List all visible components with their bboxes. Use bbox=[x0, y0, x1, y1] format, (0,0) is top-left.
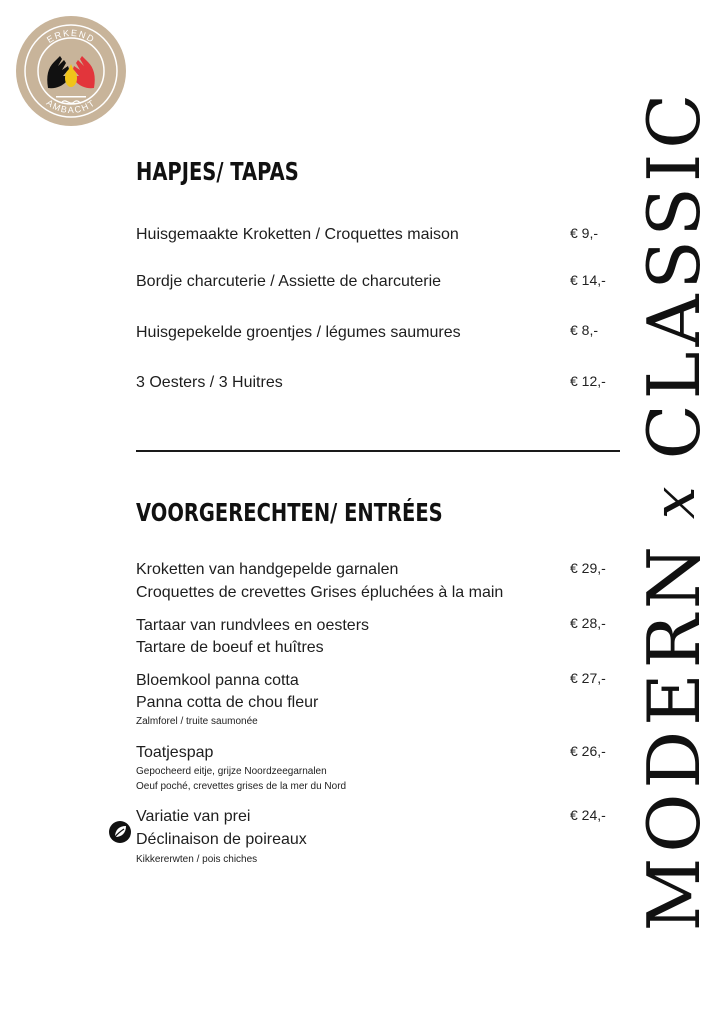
price-charcuterie: € 14,- bbox=[570, 272, 606, 288]
menu-item-tartaar-nl: Tartaar van rundvlees en oesters bbox=[136, 617, 370, 634]
menu-item-prei-fr: Déclinaison de poireaux bbox=[136, 831, 307, 848]
price-prei: € 24,- bbox=[570, 807, 606, 823]
side-title-classic: CLASSIC bbox=[632, 88, 716, 460]
menu-item-pannacotta-fr: Panna cotta de chou fleur bbox=[136, 694, 319, 711]
price-groentjes: € 8,- bbox=[570, 322, 599, 338]
menu-item-kroketten: Huisgemaakte Kroketten / Croquettes maison bbox=[136, 226, 459, 243]
menu-item-toatjespap: Toatjespap bbox=[136, 744, 214, 761]
menu-item-prei-sub: Kikkererwten / pois chiches bbox=[136, 854, 258, 865]
menu-item-tartaar-fr: Tartare de boeuf et huîtres bbox=[136, 639, 324, 656]
side-title-x: x bbox=[640, 481, 708, 520]
badge-bottom-text: AMBACHT bbox=[44, 97, 98, 116]
side-title bbox=[624, 16, 724, 1004]
menu-item-oesters: 3 Oesters / 3 Huitres bbox=[136, 374, 283, 391]
section-divider bbox=[136, 450, 620, 452]
menu-item-garnalen-fr: Croquettes de crevettes Grises épluchées à la main bbox=[136, 584, 504, 601]
menu-item-groentjes: Huisgepekelde groentjes / légumes saumures bbox=[136, 324, 461, 341]
menu-item-toatjespap-sub-fr: Oeuf poché, crevettes grises de la mer du Nord bbox=[136, 781, 347, 792]
price-tartaar: € 28,- bbox=[570, 615, 606, 631]
price-oesters: € 12,- bbox=[570, 373, 606, 389]
price-toatjespap: € 26,- bbox=[570, 743, 606, 759]
menu-item-charcuterie: Bordje charcuterie / Assiette de charcuterie bbox=[136, 273, 442, 290]
erkend-ambacht-badge bbox=[16, 16, 126, 126]
menu-item-prei-nl: Variatie van prei bbox=[136, 808, 251, 825]
menu-item-toatjespap-sub-nl: Gepocheerd eitje, grijze Noordzeegarnalen bbox=[136, 766, 327, 777]
menu-item-pannacotta-sub: Zalmforel / truite saumonée bbox=[136, 716, 258, 727]
section-title-tapas: HAPJES/ TAPAS bbox=[136, 157, 299, 186]
price-pannacotta: € 27,- bbox=[570, 670, 606, 686]
side-title-modern: MODERN bbox=[632, 541, 716, 932]
section-title-voorgerechten: VOORGERECHTEN/ ENTRÉES bbox=[136, 498, 443, 527]
badge-top-text: ERKEND bbox=[45, 27, 97, 45]
vegetarian-leaf-icon bbox=[108, 820, 132, 844]
price-kroketten: € 9,- bbox=[570, 225, 599, 241]
menu-item-garnalen-nl: Kroketten van handgepelde garnalen bbox=[136, 561, 399, 578]
price-garnalen: € 29,- bbox=[570, 560, 606, 576]
menu-item-pannacotta-nl: Bloemkool panna cotta bbox=[136, 672, 299, 689]
